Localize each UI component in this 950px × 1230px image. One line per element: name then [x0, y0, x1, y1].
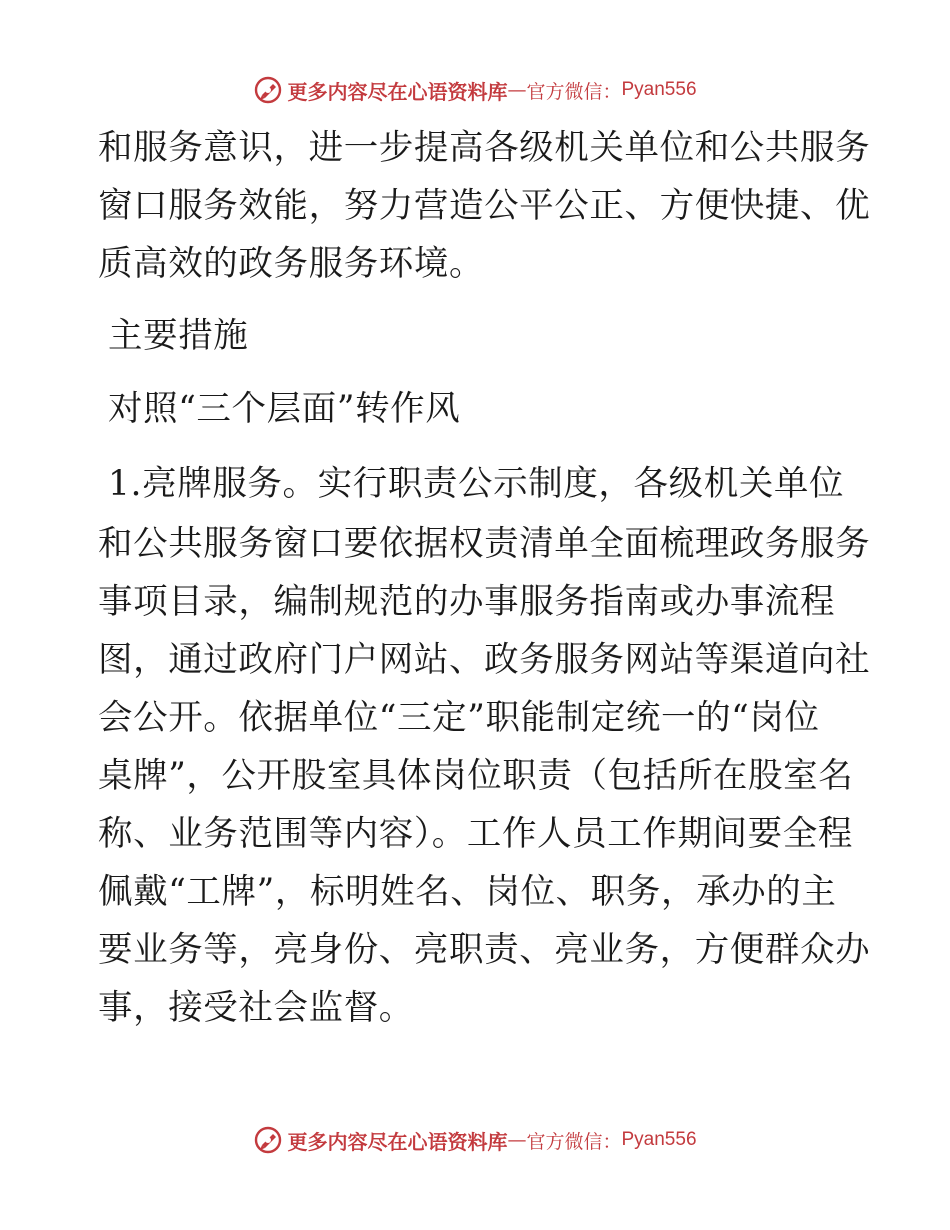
subsection-heading: 对照“三个层面”转作风: [108, 389, 461, 429]
header-dash: —: [507, 79, 527, 101]
body-line: 会公开。依据单位“三定”职能制定统一的“岗位: [98, 698, 820, 738]
header-brand-text: 更多内容尽在心语资料库: [287, 79, 508, 104]
body-line: 窗口服务效能，努力营造公平公正、方便快捷、优: [98, 186, 871, 226]
body-line: 要业务等，亮身份、亮职责、亮业务，方便群众办: [98, 930, 871, 970]
body-line: 事，接受社会监督。: [98, 988, 414, 1028]
body-line: 1.亮牌服务。实行职责公示制度，各级机关单位: [108, 464, 845, 504]
body-line: 称、业务范围等内容）。工作人员工作期间要全程: [98, 814, 853, 854]
body-line: 事项目录，编制规范的办事服务指南或办事流程: [98, 582, 836, 622]
section-heading: 主要措施: [108, 316, 249, 356]
pen-logo-icon: [253, 1125, 283, 1155]
footer-dash: —: [507, 1129, 527, 1151]
footer-banner: [0, 1120, 950, 1160]
footer-brand-text: 更多内容尽在心语资料库: [287, 1129, 508, 1154]
body-line: 桌牌”，公开股室具体岗位职责（包括所在股室名: [98, 756, 854, 796]
body-line: 佩戴“工牌”，标明姓名、岗位、职务，承办的主: [98, 872, 837, 912]
footer-wechat-id: Pyan556: [621, 1129, 697, 1150]
body-line: 图，通过政府门户网站、政务服务网站等渠道向社: [98, 640, 871, 680]
header-wechat-id: Pyan556: [621, 79, 697, 100]
body-line: 质高效的政务服务环境。: [98, 244, 485, 284]
header-wechat-label: 官方微信：: [526, 80, 622, 103]
body-line: 和公共服务窗口要依据权责清单全面梳理政务服务: [98, 524, 871, 564]
body-line: 和服务意识，进一步提高各级机关单位和公共服务: [98, 128, 871, 168]
footer-wechat-label: 官方微信：: [526, 1130, 622, 1153]
